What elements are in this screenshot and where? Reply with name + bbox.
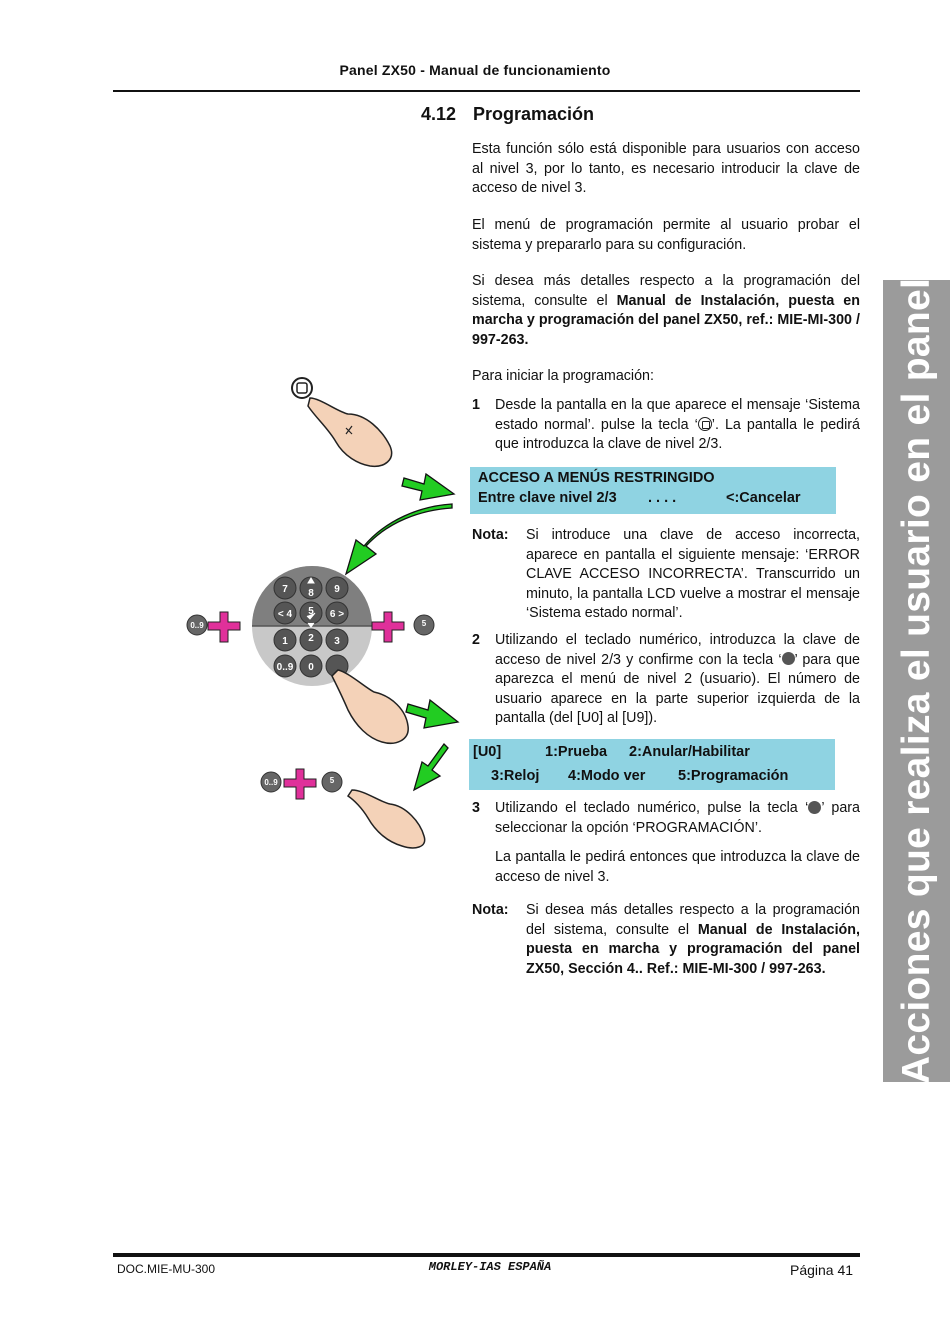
- footer-company: MORLEY-IAS ESPAÑA: [428, 1260, 552, 1274]
- step-2-text: Utilizando el teclado numérico, introduzca la clave de acceso de nivel 2/3 y confirme con la tecla ‘: [495, 632, 860, 668]
- note-1-text: Si introduce una clave de acceso incorrecta, aparece en pantalla el siguiente mensaje: ‘ERROR CLAVE ACCESO INCORRECTA’. Transcurrido un minuto, la pantalla LCD vuelve a mostrar el mensaje ‘Sistema estado normal’.: [526, 527, 860, 621]
- key-0-9: 0..9: [276, 662, 294, 673]
- svg-text:5: 5: [421, 619, 427, 628]
- key-0-9-icon: [261, 772, 281, 792]
- step-3-text-end: ’ para seleccionar la opción ‘PROGRAMACIÓN’.: [495, 800, 860, 836]
- lcd-option-5: 5:Programación: [678, 768, 789, 784]
- note-2: [472, 901, 860, 979]
- paragraph-start: Para iniciar la programación:: [472, 368, 654, 384]
- note-label: Nota:: [472, 902, 509, 918]
- svg-text:0..9: 0..9: [190, 621, 204, 630]
- side-tab: [883, 277, 950, 1085]
- step-1-text: Desde la pantalla en la que aparece el mensaje ‘Sistema estado normal’. pulse la tecla ‘: [495, 397, 860, 433]
- key-5-icon: [808, 801, 821, 814]
- step-number: 2: [472, 632, 480, 648]
- footer-doc-code: DOC.MIE-MU-300: [117, 1262, 216, 1276]
- keypad: [252, 566, 372, 686]
- key-5-icon: [322, 772, 342, 792]
- lcd-option-3: 3:Reloj: [491, 768, 540, 784]
- section-title: Programación: [473, 104, 595, 124]
- lcd-screen-user-menu: [469, 739, 835, 790]
- key-5: 5: [308, 606, 314, 617]
- section-heading: [421, 104, 594, 125]
- plus-icon: [208, 612, 240, 642]
- side-tab-label: Acciones que realiza el usuario en el panel: [894, 277, 938, 1085]
- section-number: 4.12: [421, 104, 457, 124]
- step-number: 3: [472, 800, 480, 816]
- note-1: [472, 526, 860, 624]
- page-number: Página 41: [790, 1262, 854, 1278]
- more-details-text: Si desea más detalles respecto a la programación del sistema, consulte el: [472, 273, 860, 309]
- step-number: 1: [472, 397, 480, 413]
- step-3-extra: La pantalla le pedirá entonces que introduzca la clave de acceso de nivel 3.: [495, 849, 860, 885]
- key-5-icon: [414, 615, 434, 635]
- arrow-icon: [414, 744, 448, 790]
- step-3: [472, 799, 860, 887]
- hand-icon: [332, 670, 408, 743]
- key-3: 3: [334, 636, 340, 647]
- lcd-option-1: 1:Prueba: [545, 744, 608, 760]
- svg-text:5: 5: [329, 776, 335, 785]
- lcd-option-4: 4:Modo ver: [568, 768, 646, 784]
- step-2-text-end: ’ para que aparezca el menú de nivel 2 (usuario). El número de usuario aparece en la parte superior izquierda de la pantalla (del [U0] al [U9]).: [495, 651, 860, 726]
- key-8: 8: [308, 588, 314, 599]
- step-1: [472, 396, 860, 455]
- key-2: 2: [308, 633, 314, 644]
- enter-key-icon: [782, 652, 795, 665]
- lcd-option-2: 2:Anular/Habilitar: [629, 744, 750, 760]
- menu-key-icon: [698, 417, 712, 431]
- note-2-text: Si desea más detalles respecto a la programación del sistema, consulte el: [526, 902, 860, 938]
- key-7: 7: [282, 584, 288, 595]
- menu-key-icon: [292, 378, 312, 398]
- manual-reference: Manual de Instalación, puesta en marcha y programación del panel ZX50, ref.: MIE-MI-300 / 997-263.: [472, 292, 860, 348]
- header-rule: [113, 90, 860, 92]
- arrow-icon: [406, 700, 458, 728]
- lcd-user-number: [U0]: [473, 744, 502, 760]
- key-9: 9: [334, 584, 340, 595]
- lcd-screen-restricted: [470, 467, 836, 514]
- arrow-icon: [402, 474, 454, 500]
- lcd-line-2-cancel: <:Cancelar: [726, 490, 801, 506]
- page-header-title: Panel ZX50 - Manual de funcionamiento: [339, 62, 611, 78]
- key-0-9-icon: [187, 615, 207, 635]
- curved-arrow-icon: [346, 504, 452, 574]
- keypad-illustration: [170, 370, 470, 850]
- svg-text:0..9: 0..9: [264, 778, 278, 787]
- paragraph-more-details: [472, 272, 860, 350]
- hand-icon: [348, 790, 425, 848]
- step-1-text-end: ’. La pantalla le pedirá que introduzca la clave de nivel 2/3.: [495, 416, 861, 452]
- hand-icon: [308, 398, 392, 466]
- step-2: [472, 631, 860, 729]
- lcd-line-2-left: Entre clave nivel 2/3: [478, 490, 617, 506]
- paragraph-access-level: Esta función sólo está disponible para usuarios con acceso al nivel 3, por lo tanto, es necesario introducir la clave de acceso de nivel 3.: [472, 141, 860, 196]
- key-1: 1: [282, 636, 288, 647]
- plus-icon: [284, 769, 316, 799]
- note-2-reference: Manual de Instalación, puesta en marcha y programación del panel ZX50, Sección 4.. Ref.: MIE-MI-300 / 997-263.: [526, 921, 860, 977]
- note-label: Nota:: [472, 527, 509, 543]
- lcd-line-2-dots: . . . .: [648, 490, 677, 506]
- step-3-text: Utilizando el teclado numérico, pulse la tecla ‘: [495, 800, 809, 816]
- lcd-line-1: ACCESO A MENÚS RESTRINGIDO: [478, 470, 715, 486]
- footer-rule: [113, 1253, 860, 1257]
- plus-icon: [372, 612, 404, 642]
- key-4: < 4: [277, 609, 293, 620]
- key-0: 0: [308, 662, 314, 673]
- paragraph-menu-purpose: El menú de programación permite al usuario probar el sistema y prepararlo para su configuración.: [472, 217, 860, 253]
- key-6: 6 >: [329, 609, 345, 620]
